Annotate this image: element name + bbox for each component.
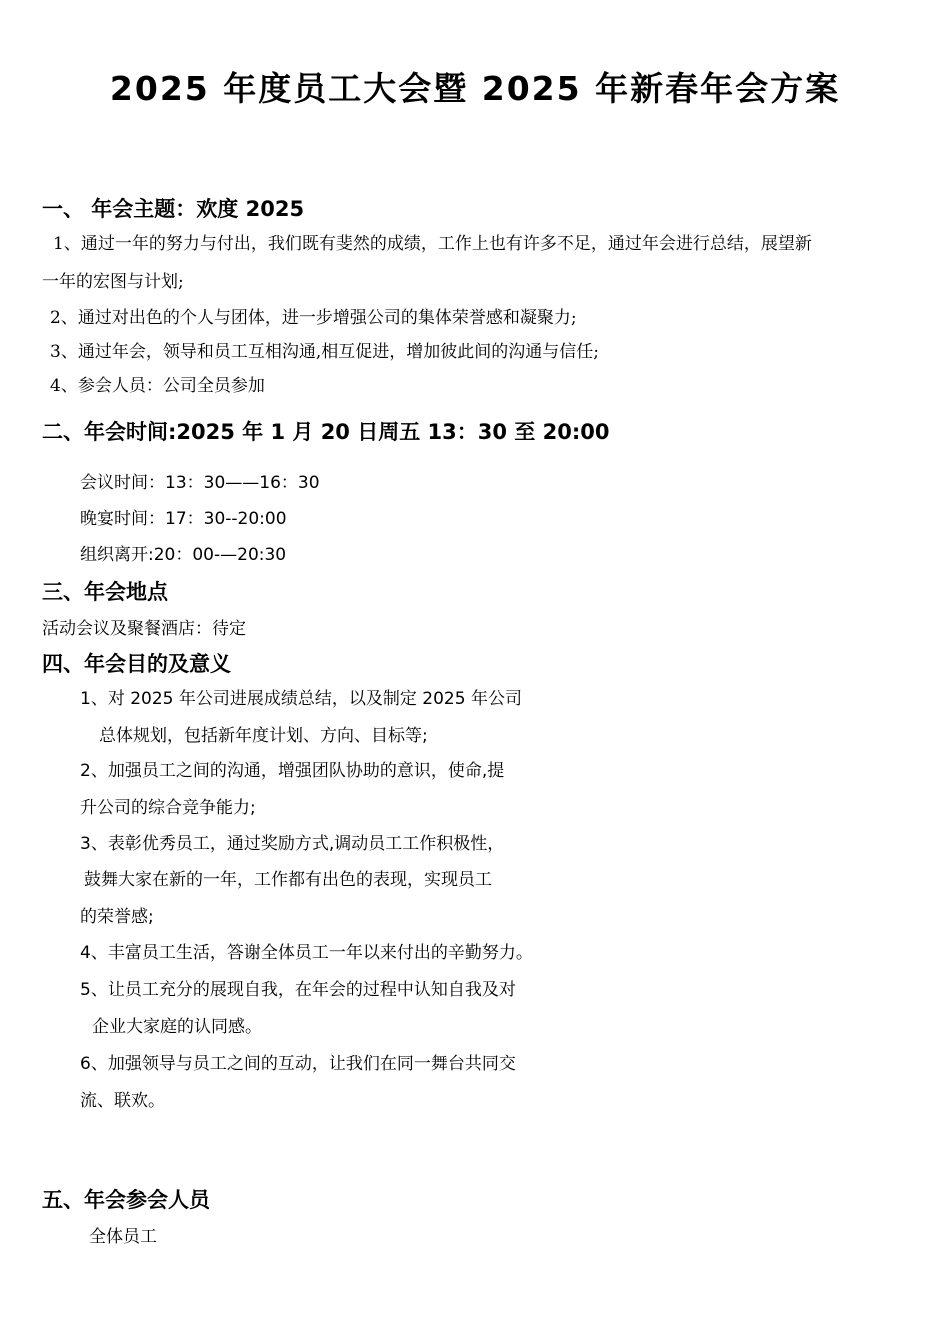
section-1-line-3: 2、通过对出色的个人与团体，进一步增强公司的集体荣誉感和凝聚力; (50, 308, 577, 328)
section-5-line-1: 全体员工 (89, 1227, 157, 1247)
section-4-line-2: 总体规划，包括新年度计划、方向、目标等; (99, 726, 428, 746)
section-2-line-2: 晚宴时间：17：30--20:00 (80, 509, 287, 529)
section-3-line-1: 活动会议及聚餐酒店：待定 (42, 619, 246, 639)
section-4-heading: 四、年会目的及意义 (42, 652, 231, 676)
section-2-line-3: 组织离开:20：00-—20:30 (80, 545, 287, 565)
section-1-line-5: 4、参会人员：公司全员参加 (50, 376, 265, 396)
section-4-line-4: 升公司的综合竞争能力; (80, 798, 256, 818)
section-3-heading: 三、年会地点 (42, 580, 168, 604)
section-1-line-4: 3、通过年会，领导和员工互相沟通,相互促进，增加彼此间的沟通与信任; (50, 342, 599, 362)
section-2-line-1: 会议时间：13：30——16：30 (80, 473, 320, 493)
section-2-heading: 二、年会时间:2025 年 1 月 20 日周五 13：30 至 20:00 (42, 420, 610, 444)
section-4-line-10: 企业大家庭的认同感。 (92, 1017, 262, 1037)
section-4-line-12: 流、联欢。 (80, 1091, 165, 1111)
section-4-line-8: 4、丰富员工生活，答谢全体员工一年以来付出的辛勤努力。 (80, 943, 533, 963)
section-4-line-7: 的荣誉感; (80, 907, 154, 927)
section-1-line-2: 一年的宏图与计划; (42, 272, 184, 292)
section-1-line-1: 1、通过一年的努力与付出，我们既有斐然的成绩，工作上也有许多不足，通过年会进行总结，展望新 (53, 234, 812, 254)
section-4-line-1: 1、对 2025 年公司进展成绩总结，以及制定 2025 年公司 (80, 689, 522, 709)
section-4-line-6: 鼓舞大家在新的一年，工作都有出色的表现，实现员工 (84, 870, 492, 890)
section-5-heading: 五、年会参会人员 (42, 1188, 210, 1212)
section-4-line-11: 6、加强领导与员工之间的互动，让我们在同一舞台共同交 (80, 1054, 516, 1074)
section-4-line-9: 5、让员工充分的展现自我，在年会的过程中认知自我及对 (80, 980, 516, 1000)
section-1-heading: 一、 年会主题：欢度 2025 (42, 197, 305, 221)
document-title: 2025 年度员工大会暨 2025 年新春年会方案 (109, 69, 841, 108)
section-4-line-5: 3、表彰优秀员工，通过奖励方式,调动员工工作积极性， (80, 834, 505, 854)
section-4-line-3: 2、加强员工之间的沟通，增强团队协助的意识，使命,提 (80, 761, 505, 781)
